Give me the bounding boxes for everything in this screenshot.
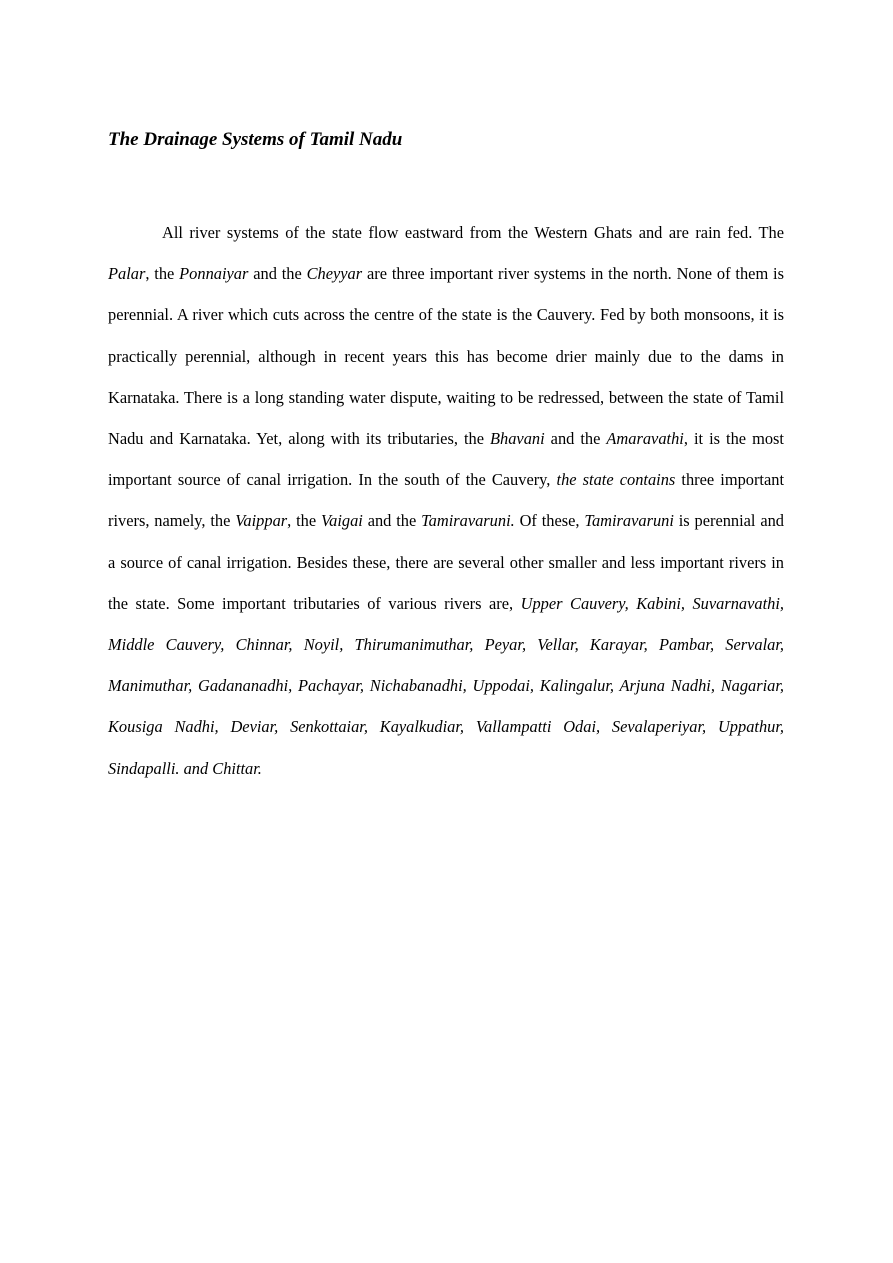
italic-text-run: Palar — [108, 264, 146, 284]
text-run: , the — [287, 511, 321, 531]
text-run: , it is the most important source of canal irrigation. In the south of the Cauvery, — [108, 429, 784, 490]
italic-text-run: Amaravathi — [606, 429, 684, 449]
text-run: three important rivers, namely, the — [108, 470, 784, 531]
text-run: and the — [362, 511, 422, 531]
italic-text-run: Vaigai — [320, 511, 363, 531]
text-run: and the — [248, 264, 307, 284]
text-run: is perennial and a source of canal irrigation. Besides these, there are several other smaller and less important rivers in the state. Some important tributaries of various rivers are, — [108, 511, 784, 613]
italic-text-run: Ponnaiyar — [179, 264, 249, 284]
document-title: The Drainage Systems of Tamil Nadu — [108, 129, 403, 150]
italic-text-run: the state contains — [556, 470, 676, 490]
italic-text-run: Cheyyar — [306, 264, 363, 284]
text-run: are three important river systems in the north. None of them is perennial. A river which cuts across the centre of the state is the Cauvery. Fed by both monsoons, it is practically perennial, although in recent years this has become drier mainly due to the dams in Karnataka. There is a long standing water dispute, waiting to be redressed, between the state of Tamil Nadu and Karnataka. Yet, along with its tributaries, the — [108, 264, 784, 449]
text-run: All river systems of the state flow eastward from the Western Ghats and are rain fed. The — [162, 223, 784, 242]
italic-text-run: Upper Cauvery, Kabini, Suvarnavathi, Middle Cauvery, Chinnar, Noyil, Thirumanimuthar, Peyar, Vellar, Karayar, Pambar, Servalar, Manimuthar, Gadananadhi, Pachayar, Nichabanadhi, Uppodai, Kalingalur, Arjuna Nadhi, Nagariar, Kousiga Nadhi, Deviar, Senkottaiar, Kayalkudiar, Vallampatti Odai, Sevalaperiyar, Uppathur, Sindapalli. and Chittar. — [108, 593, 784, 778]
body-paragraph — [108, 212, 784, 789]
italic-text-run: Bhavani — [490, 429, 545, 449]
italic-text-run: Tamiravaruni — [584, 511, 674, 531]
text-run: Of these, — [514, 511, 585, 531]
text-run: and the — [544, 429, 607, 449]
text-run: , the — [145, 264, 180, 284]
italic-text-run: Tamiravaruni. — [421, 511, 515, 531]
italic-text-run: Vaippar — [235, 511, 288, 531]
